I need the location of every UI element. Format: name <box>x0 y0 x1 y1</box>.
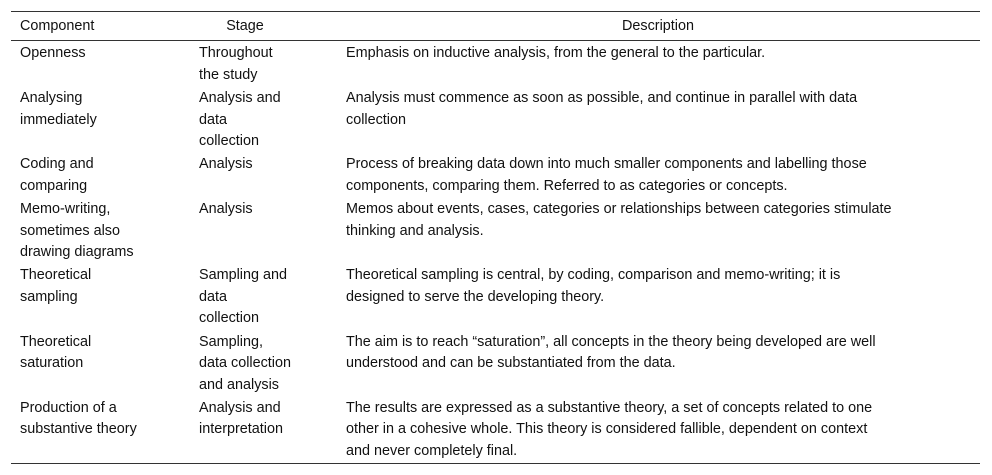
component-text: Openness <box>20 45 86 62</box>
component-text: Theoretical sampling <box>20 267 92 305</box>
description-text: The aim is to reach “saturation”, all concepts in the theory being developed are well understood and can be substantiated from the data. <box>346 333 876 372</box>
cell-stage <box>190 198 336 264</box>
table-row <box>11 198 980 264</box>
table-row <box>11 264 980 330</box>
cell-component <box>11 397 190 464</box>
stage-text: Sampling and data collection <box>199 267 288 327</box>
cell-component <box>11 41 190 87</box>
components-table <box>11 11 980 464</box>
header-description: Description <box>622 18 694 34</box>
cell-stage <box>190 264 336 330</box>
cell-description <box>336 198 980 264</box>
description-text: The results are expressed as a substantive theory, a set of concepts related to one other in a cohesive whole. This theory is considered fallible, dependent on context and never completely final. <box>346 399 873 459</box>
stage-text: Throughout the study <box>199 45 273 83</box>
stage-text: Analysis and data collection <box>199 90 281 150</box>
cell-component <box>11 87 190 153</box>
description-text: Memos about events, cases, categories or relationships between categories stimulate thinking and analysis. <box>346 201 892 239</box>
table-row <box>11 397 980 464</box>
component-text: Coding and comparing <box>20 156 94 194</box>
stage-text: Analysis <box>199 201 253 218</box>
stage-text: Analysis and interpretation <box>199 399 283 438</box>
cell-stage <box>190 397 336 464</box>
component-text: Analysing immediately <box>20 90 97 128</box>
description-text: Theoretical sampling is central, by coding, comparison and memo-writing; it is designed to serve the developing theory. <box>346 267 841 305</box>
description-text: Emphasis on inductive analysis, from the general to the particular. <box>346 45 766 62</box>
cell-component <box>11 264 190 330</box>
table-row <box>11 153 980 198</box>
cell-description <box>336 41 980 87</box>
table-body <box>11 41 980 464</box>
stage-text: Analysis <box>199 156 253 173</box>
header-component: Component <box>20 18 95 34</box>
cell-component <box>11 331 190 397</box>
cell-stage <box>190 41 336 87</box>
cell-stage <box>190 153 336 198</box>
cell-description <box>336 264 980 330</box>
cell-description <box>336 87 980 153</box>
cell-description <box>336 153 980 198</box>
stage-text: Sampling, data collection and analysis <box>199 333 292 393</box>
table-header <box>11 12 980 41</box>
table-row <box>11 331 980 397</box>
cell-stage <box>190 87 336 153</box>
grounded-theory-table <box>11 11 980 464</box>
component-text: Production of a substantive theory <box>20 399 137 438</box>
cell-description <box>336 397 980 464</box>
description-text: Analysis must commence as soon as possible, and continue in parallel with data collection <box>346 90 858 128</box>
component-text: Memo-writing, sometimes also drawing diagrams <box>20 201 134 261</box>
description-text: Process of breaking data down into much smaller components and labelling those components, comparing them. Referred to as categories or concepts. <box>346 156 867 194</box>
table-row <box>11 41 980 87</box>
header-stage: Stage <box>226 18 264 34</box>
cell-component <box>11 153 190 198</box>
table-row <box>11 87 980 153</box>
component-text: Theoretical saturation <box>20 333 92 372</box>
cell-description <box>336 331 980 397</box>
cell-component <box>11 198 190 264</box>
header-row <box>11 12 980 41</box>
cell-stage <box>190 331 336 397</box>
